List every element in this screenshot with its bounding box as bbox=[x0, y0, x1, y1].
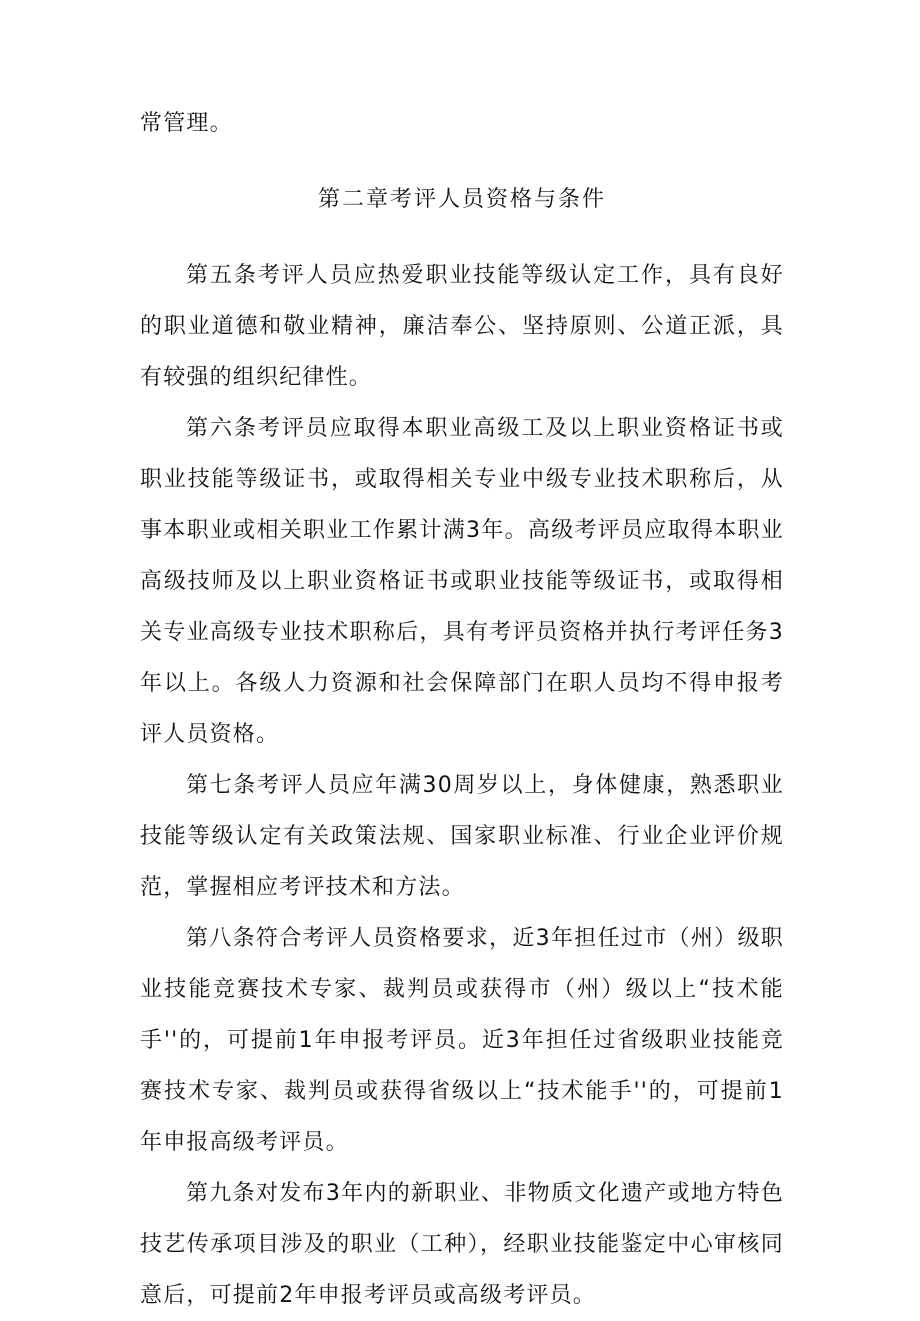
article-5: 第五条考评人员应热爱职业技能等级认定工作，具有良好的职业道德和敬业精神，廉洁奉公、坚持原则、公道正派，具有较强的组织纪律性。 bbox=[140, 263, 784, 390]
article-6: 第六条考评员应取得本职业高级工及以上职业资格证书或职业技能等级证书，或取得相关专业中级专业技术职称后，从事本职业或相关职业工作累计满3年。高级考评员应取得本职业高级技师及以上职业资格证书或职业技能等级证书，或取得相关专业高级专业技术职称后，具有考评员资格并执行考评任务3年以上。各级人力资源和社会保障部门在职人员均不得申报考评人员资格。 bbox=[140, 416, 784, 747]
article-7: 第七条考评人员应年满30周岁以上，身体健康，熟悉职业技能等级认定有关政策法规、国家职业标准、行业企业评价规范，掌握相应考评技术和方法。 bbox=[140, 773, 784, 900]
chapter-heading: 第二章考评人员资格与条件 bbox=[317, 187, 606, 212]
continuation-text: 常管理。 bbox=[140, 111, 233, 136]
document-body bbox=[140, 98, 784, 1321]
article-9: 第九条对发布3年内的新职业、非物质文化遗产或地方特色技艺传承项目涉及的职业（工种），经职业技能鉴定中心审核同意后，可提前2年申报考评员或高级考评员。 bbox=[140, 1181, 784, 1308]
article-8: 第八条符合考评人员资格要求，近3年担任过市（州）级职业技能竞赛技术专家、裁判员或获得市（州）级以上“技术能手''的，可提前1年申报考评员。近3年担任过省级职业技能竞赛技术专家、裁判员或获得省级以上“技术能手''的，可提前1年申报高级考评员。 bbox=[140, 926, 784, 1155]
